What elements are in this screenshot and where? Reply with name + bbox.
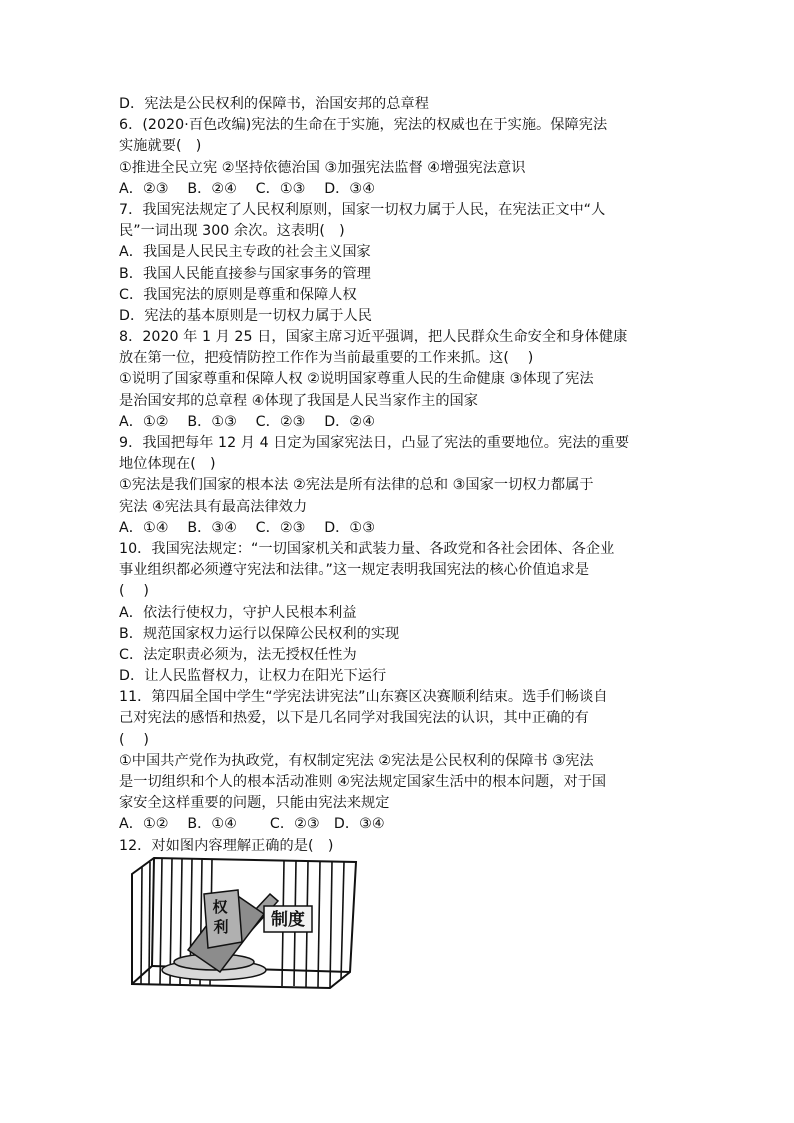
system-label: 制度: [271, 910, 305, 930]
text-line: 12．对如图内容理解正确的是( ): [119, 837, 334, 854]
text-line: A．①② B．①③ C．②③ D．②④: [119, 413, 375, 430]
text-line: 地位体现在( ): [119, 456, 216, 473]
question-text: [119, 94, 679, 857]
text-line: 9．我国把每年 12 月 4 日定为国家宪法日，凸显了宪法的重要地位。宪法的重要: [119, 435, 630, 451]
text-line: ①推进全民立宪 ②坚持依德治国 ③加强宪法监督 ④增强宪法意识: [119, 159, 526, 176]
text-line: A．②③ B．②④ C．①③ D．③④: [119, 180, 375, 197]
text-line: B．规范国家权力运行以保障公民权利的实现: [119, 625, 400, 642]
text-line: 10．我国宪法规定：“一切国家机关和武装力量、各政党和各社会团体、各企业: [119, 540, 615, 557]
text-line: 家安全这样重要的问题，只能由宪法来规定: [119, 795, 390, 812]
cage-illustration-svg: [124, 854, 358, 990]
text-line: 11．第四届全国中学生“学宪法讲宪法”山东赛区决赛顺利结束。选手们畅谈自: [119, 689, 608, 706]
text-line: 民”一词出现 300 余次。这表明( ): [119, 223, 345, 240]
text-line: 放在第一位，把疫情防控工作作为当前最重要的工作来抓。这( ): [119, 350, 534, 367]
text-line: ①说明了国家尊重和保障人权 ②说明国家尊重人民的生命健康 ③体现了宪法: [119, 371, 594, 388]
text-line: ( ): [119, 731, 149, 748]
text-line: D．宪法的基本原则是一切权力属于人民: [119, 307, 373, 324]
rights-label-2: 利: [213, 918, 229, 936]
text-line: A．①② B．①④ C．②③ D．③④: [119, 816, 385, 833]
text-line: ①中国共产党作为执政党，有权制定宪法 ②宪法是公民权利的保障书 ③宪法: [119, 752, 594, 769]
text-line: ①宪法是我们国家的根本法 ②宪法是所有法律的总和 ③国家一切权力都属于: [119, 477, 594, 494]
text-line: A．依法行使权力，守护人民根本利益: [119, 604, 357, 621]
text-line: C．我国宪法的原则是尊重和保障人权: [119, 286, 357, 303]
system-sign: [264, 906, 312, 932]
text-line: 6．(2020·百色改编)宪法的生命在于实施，宪法的权威也在于实施。保障宪法: [119, 117, 608, 134]
cage-gavel-illustration: [124, 854, 358, 990]
text-line: D．让人民监督权力，让权力在阳光下运行: [119, 668, 387, 685]
text-line: C．法定职责必须为，法无授权任性为: [119, 646, 357, 663]
text-line: 7．我国宪法规定了人民权利原则，国家一切权力属于人民，在宪法正文中“人: [119, 201, 606, 218]
text-line: B．我国人民能直接参与国家事务的管理: [119, 265, 371, 282]
text-line: 宪法 ④宪法具有最高法律效力: [119, 498, 308, 515]
text-line: 8．2020 年 1 月 25 日，国家主席习近平强调，把人民群众生命安全和身体健康: [119, 329, 628, 346]
text-line: 是一切组织和个人的根本活动准则 ④宪法规定国家生活中的根本问题，对于国: [119, 774, 607, 790]
text-line: D．宪法是公民权利的保障书，治国安邦的总章程: [119, 96, 429, 112]
text-line: 是治国安邦的总章程 ④体现了我国是人民当家作主的国家: [119, 392, 479, 409]
rights-label-1: 权: [212, 898, 228, 916]
text-line: A．①④ B．③④ C．②③ D．①③: [119, 519, 375, 536]
text-line: ( ): [119, 583, 149, 600]
text-line: 实施就要( ): [119, 138, 202, 155]
text-line: A．我国是人民民主专政的社会主义国家: [119, 244, 371, 261]
text-line: 己对宪法的感悟和热爱，以下是几名同学对我国宪法的认识，其中正确的有: [119, 710, 589, 727]
text-line: 事业组织都必须遵守宪法和法律。”这一规定表明我国宪法的核心价值追求是: [119, 562, 590, 579]
